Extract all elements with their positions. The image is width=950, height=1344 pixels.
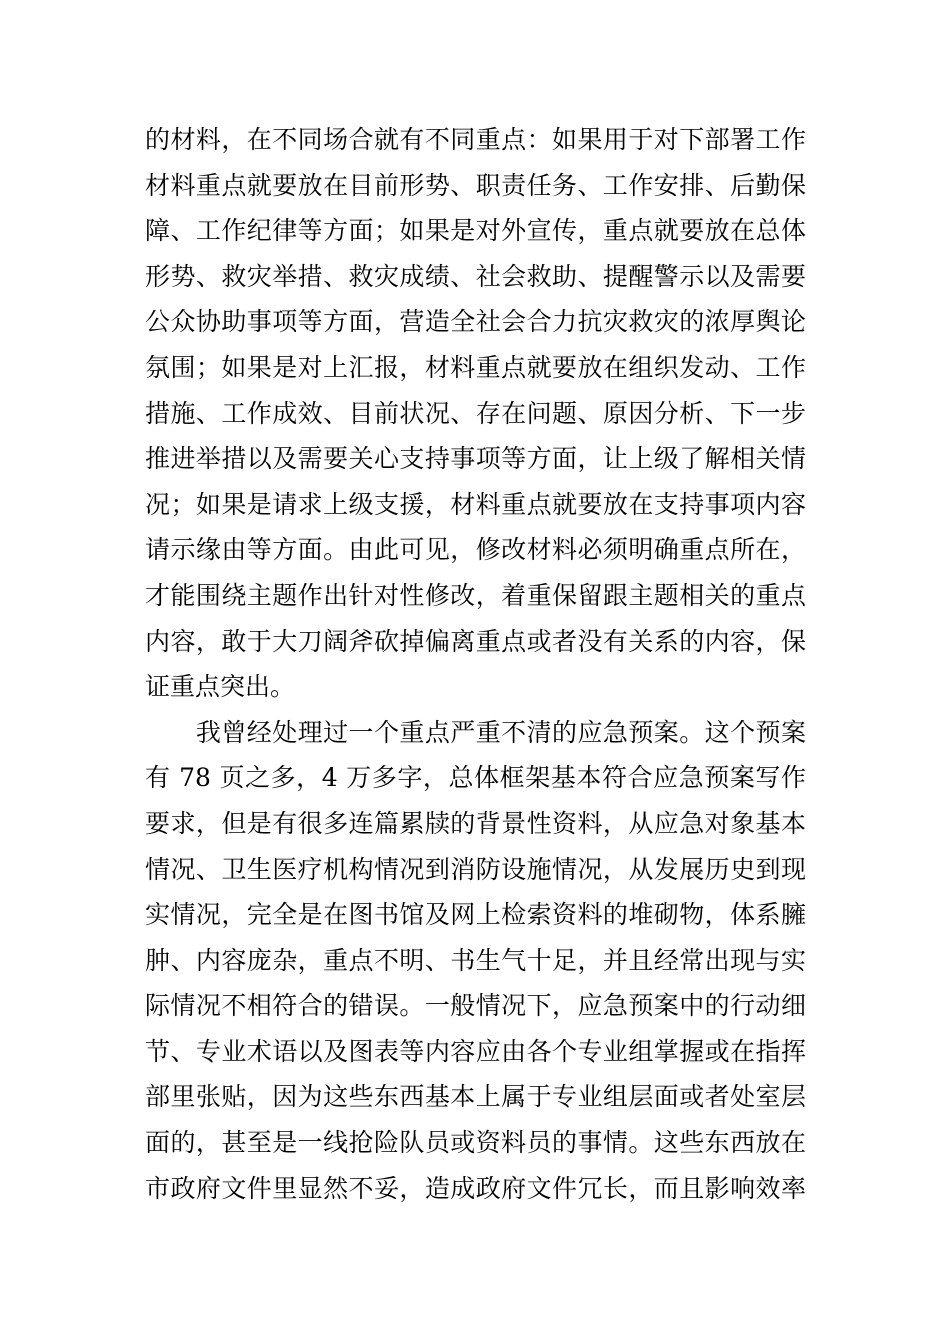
text-line: 面的，甚至是一线抢险队员或资料员的事情。这些东西放在 bbox=[145, 1128, 806, 1158]
text-line: 节、专业术语以及图表等内容应由各个专业组掌握或在指挥 bbox=[145, 1036, 806, 1066]
text-line: 部里张贴，因为这些东西基本上属于专业组层面或者处室层 bbox=[145, 1082, 806, 1112]
text-line: 请示缘由等方面。由此可见，修改材料必须明确重点所在， bbox=[145, 535, 806, 565]
text-line: 际情况不相符合的错误。一般情况下，应急预案中的行动细 bbox=[145, 991, 806, 1021]
document-page bbox=[145, 117, 806, 1211]
text-line: 才能围绕主题作出针对性修改，着重保留跟主题相关的重点 bbox=[145, 580, 806, 610]
text-line: 我曾经处理过一个重点严重不清的应急预案。这个预案 bbox=[145, 717, 806, 747]
text-line: 公众协助事项等方面，营造全社会合力抗灾救灾的浓厚舆论 bbox=[145, 307, 806, 337]
text-line: 肿、内容庞杂，重点不明、书生气十足，并且经常出现与实 bbox=[145, 945, 806, 975]
text-line: 形势、救灾举措、救灾成绩、社会救助、提醒警示以及需要 bbox=[145, 261, 806, 291]
text-line: 情况、卫生医疗机构情况到消防设施情况，从发展历史到现 bbox=[145, 854, 806, 884]
text-line: 材料重点就要放在目前形势、职责任务、工作安排、后勤保 bbox=[145, 170, 806, 200]
text-line: 实情况，完全是在图书馆及网上检索资料的堆砌物，体系臃 bbox=[145, 900, 806, 930]
text-line: 市政府文件里显然不妥，造成政府文件冗长，而且影响效率 bbox=[145, 1173, 806, 1203]
paragraph-1 bbox=[145, 117, 806, 710]
text-line: 有 78 页之多，4 万多字，总体框架基本符合应急预案写作 bbox=[145, 763, 806, 793]
text-line: 况；如果是请求上级支援，材料重点就要放在支持事项内容 bbox=[145, 489, 806, 519]
text-line: 氛围；如果是对上汇报，材料重点就要放在组织发动、工作 bbox=[145, 352, 806, 382]
text-line: 要求，但是有很多连篇累牍的背景性资料，从应急对象基本 bbox=[145, 808, 806, 838]
text-line: 推进举措以及需要关心支持事项等方面，让上级了解相关情 bbox=[145, 444, 806, 474]
paragraph-2 bbox=[145, 710, 806, 1212]
text-line: 证重点突出。 bbox=[145, 672, 296, 702]
text-line: 障、工作纪律等方面；如果是对外宣传，重点就要放在总体 bbox=[145, 216, 806, 246]
text-line: 内容，敢于大刀阔斧砍掉偏离重点或者没有关系的内容，保 bbox=[145, 626, 806, 656]
text-line: 的材料，在不同场合就有不同重点：如果用于对下部署工作 bbox=[145, 125, 806, 154]
text-line: 措施、工作成效、目前状况、存在问题、原因分析、下一步 bbox=[145, 398, 806, 428]
